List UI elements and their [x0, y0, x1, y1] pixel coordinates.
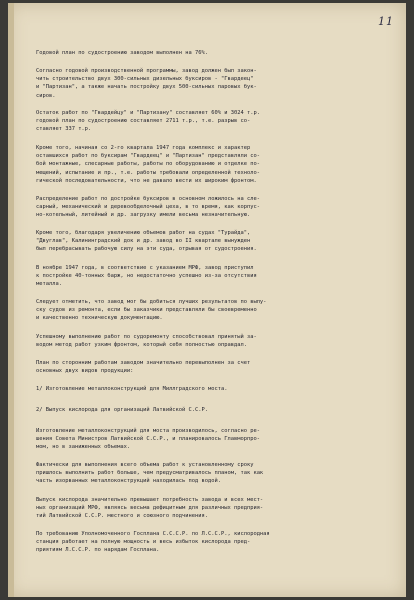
- paragraph: [36, 264, 398, 289]
- paragraph: [36, 49, 398, 57]
- text-line: водом метод работ узким фронтом, который себя полностью оправдал.: [36, 342, 247, 349]
- paragraph: [36, 359, 398, 375]
- text-line: Кроме того, начиная со 2-го квартала 1947 года комплекс и характер: [36, 145, 251, 151]
- list-item: [36, 385, 398, 393]
- text-line: был перебрасывать рабочую силу на эти суда, отрывая от судостроения.: [36, 246, 257, 253]
- text-line: Выпуск кислорода значительно превышает потребность завода и всех мест-: [36, 497, 264, 503]
- text-line: но-котельный, литейный и др. загрузку имели весьма незначительную.: [36, 212, 251, 219]
- paragraph: [36, 67, 398, 100]
- paragraph: [36, 530, 398, 555]
- text-line: Согласно годовой производственной программы, завод должен был закон-: [36, 68, 257, 74]
- text-line: и качественно техническую документацию.: [36, 315, 163, 322]
- text-line: часть изорванных металлоконструкций находилась под водой.: [36, 478, 221, 485]
- page-edge: [8, 3, 14, 597]
- text-line: основных двух видов продукции:: [36, 368, 134, 375]
- text-line: тий Латвийской С.С.Р. местного и союзного подчинения.: [36, 513, 209, 520]
- page-number: 11: [378, 15, 394, 28]
- text-line: металла.: [36, 281, 62, 288]
- text-line: По требованию Уполномоченного Госплана С.С.С.Р. по Л.С.С.Р., кислородная: [36, 531, 270, 537]
- text-line: станция работает на полную мощность и весь избыток кислорода пред-: [36, 539, 251, 546]
- text-line: "Двуглав", Калининградский док и др. завод во II квартале вынужден: [36, 238, 251, 245]
- list-item: [36, 406, 398, 414]
- text-line: ску судов из ремонта, если бы заказчики представляли бы своевременно: [36, 307, 257, 314]
- document-page: [8, 3, 406, 597]
- paragraph: [36, 195, 398, 220]
- text-line: шения Совета Министров Латвийской С.С.Р., и планировалось Главморпро-: [36, 436, 260, 443]
- text-line: Изготовление металлоконструкций для моста производилось, согласно ре-: [36, 428, 260, 434]
- text-line: ставляет 337 т.р.: [36, 126, 92, 133]
- paragraph: [36, 427, 398, 452]
- text-line: Следует отметить, что завод мог бы добиться лучших результатов по выпу-: [36, 299, 267, 305]
- paragraph: [36, 144, 398, 185]
- text-line: сиров.: [36, 92, 56, 99]
- text-line: Кроме того, благодаря увеличению объемов работ на судах "Турайда",: [36, 230, 251, 236]
- text-line: 1/ Изготовление металлоконструкций для Миллградского моста.: [36, 386, 228, 392]
- text-line: бой монтажные, слесарные работы, работы по оборудованию и отделке по-: [36, 161, 260, 168]
- text-line: сарный, механический и деревообделочный цеха, в то время, как корпус-: [36, 204, 260, 211]
- paragraph: [36, 229, 398, 254]
- text-line: Успешному выполнению работ по судоремонту способствовал принятый за-: [36, 334, 257, 340]
- text-line: Распределение работ по достройке буксиров в основном ложилось на сле-: [36, 196, 260, 202]
- paragraph: [36, 298, 398, 323]
- text-line: Остаток работ по "Гвардейцу" и "Партизану" составляет 60% и 3024 т.р.: [36, 110, 260, 116]
- text-line: годовой план по судостроению составляет 2711 т.р., т.е. разрыв со-: [36, 118, 251, 125]
- text-line: пришлось выполнить работ больше, чем предусматривалось планом, так как: [36, 470, 264, 477]
- text-line: к постройке 40-тонных барж, но недостаточно успешно из-за отсутствия: [36, 273, 257, 280]
- text-line: ных организаций МРФ, являясь весьма дефицитным для различных предприя-: [36, 505, 264, 512]
- text-line: 2/ Выпуск кислорода для организаций Латвийской С.С.Р.: [36, 407, 209, 413]
- text-line: мещений, испытание и пр., т.е. работы требовали определенной техноло-: [36, 169, 260, 176]
- text-line: оставшихся работ по буксирам "Гвардеец" и "Партизан" представляли со-: [36, 153, 260, 160]
- text-line: приятиям Л.С.С.Р. по нарядам Госплана.: [36, 547, 160, 554]
- text-line: мом, но в заниженных объемах.: [36, 444, 131, 451]
- paragraph: [36, 461, 398, 486]
- text-line: Годовой план по судостроению заводом выполнен на 76%.: [36, 50, 209, 56]
- text-line: и "Партизан", а также начать постройку двух 500-сильных паровых бук-: [36, 84, 257, 91]
- text-line: гической последовательности, что не давало вести их широким фронтом.: [36, 177, 257, 184]
- paragraph: [36, 496, 398, 521]
- paragraph: [36, 333, 398, 349]
- text-line: Фактически для выполнения всего объема работ к установленному сроку: [36, 462, 254, 468]
- text-line: План по сторонним работам заводом значительно перевыполнен за счет: [36, 360, 251, 366]
- text-line: чить строительство двух 300-сильных дизельных буксиров - "Гвардеец": [36, 76, 254, 83]
- text-line: В ноябре 1947 года, в соответствие с указанием МРФ, завод приступил: [36, 265, 254, 271]
- paragraph: [36, 109, 398, 134]
